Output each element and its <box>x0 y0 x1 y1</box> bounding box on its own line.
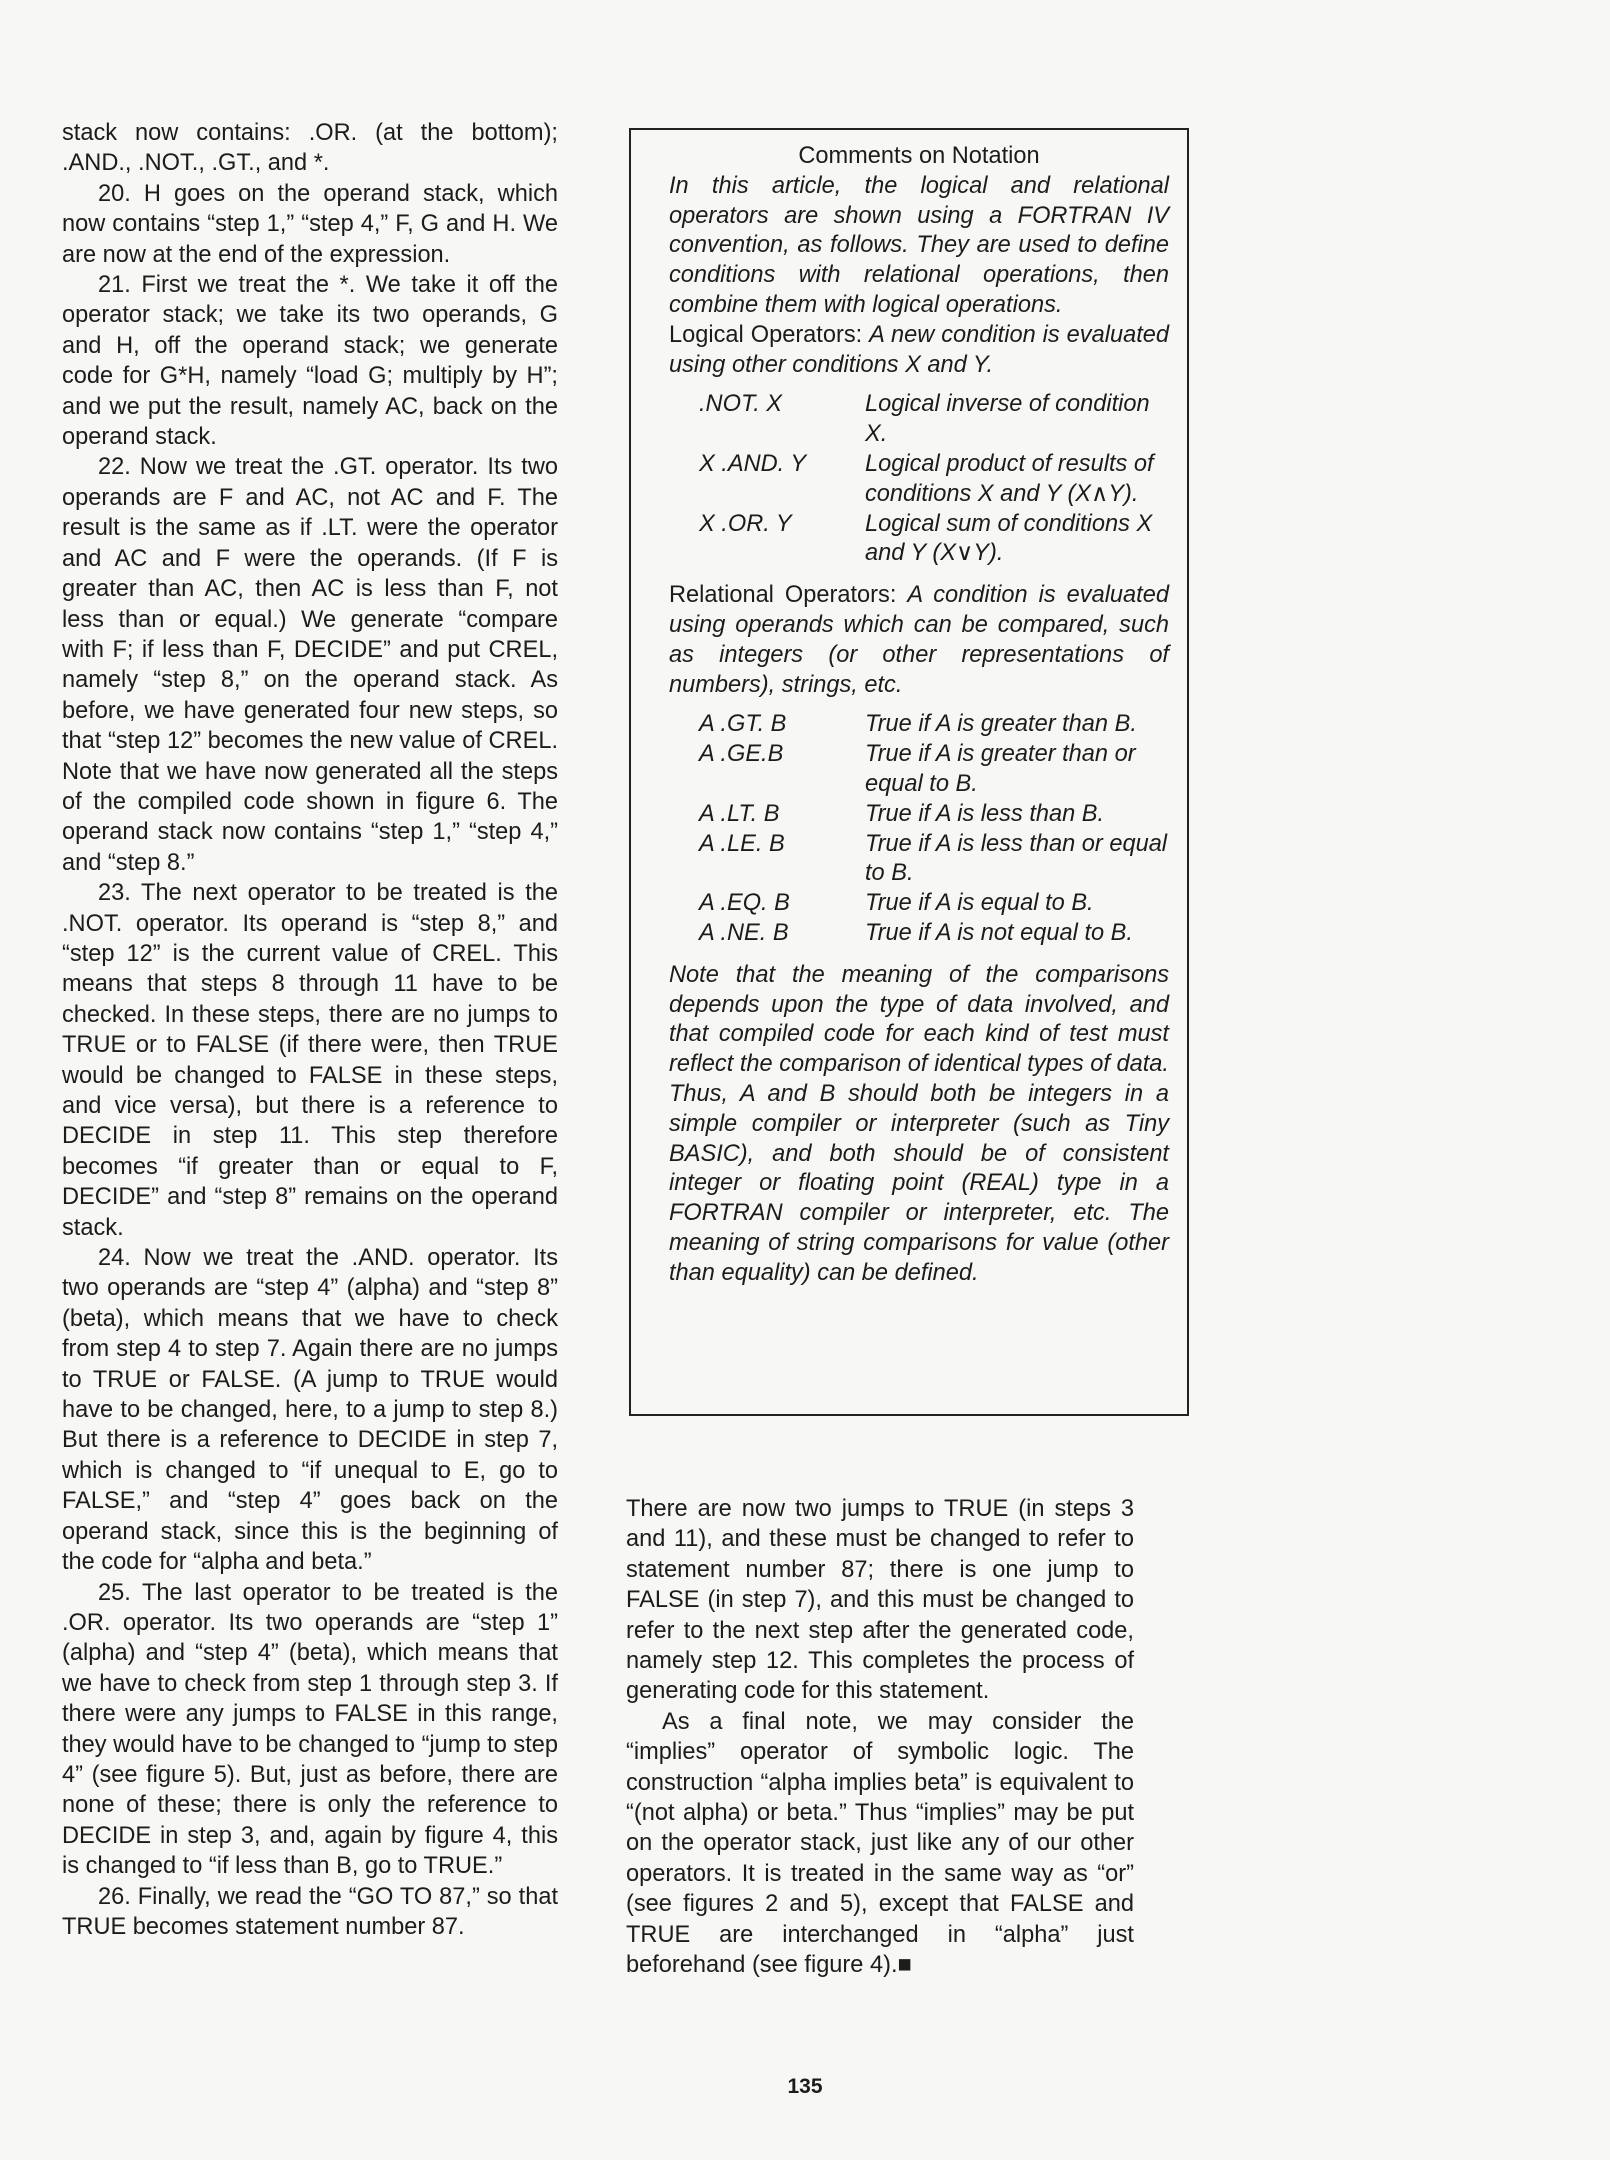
relational-operators-table <box>699 710 1177 948</box>
relational-operators-paragraph <box>669 581 1169 700</box>
description-cell: True if A is less than or equal to B. <box>865 830 1168 887</box>
box-note: Note that the meaning of the comparisons depends upon the type of data involved, and that compiled code for each kind of test must reflect the comparison of identical types of data. Thus, A and B should both be integers in a simple compiler or interpreter (such as Tiny BASIC), and both should be of consistent integer or floating point (REAL) type in a FORTRAN compiler or interpreter, etc. The meaning of string comparisons for value (other than equality) can be defined. <box>669 961 1169 1286</box>
paragraph: 24. Now we treat the .AND. operator. Its two operands are “step 4” (alpha) and “step 8” (beta), which means that we have to check from step 4 to step 7. Again there are no jumps to TRUE or FALSE. (A jump to TRUE would have to be changed, here, to a jump to step 8.) But there is a reference to DECIDE in step 7, which is changed to “if unequal to E, go to FALSE,” and “step 4” goes back on the operand stack, since this is the beginning of the code for “alpha and beta.” <box>62 1245 558 1576</box>
description-cell: True if A is greater than or equal to B. <box>865 741 1136 797</box>
paragraph: There are now two jumps to TRUE (in steps 3 and 11), and these must be changed to refer to statement number 87; there is one jump to FALSE (in step 7), and this must be changed to refer to the next step after the generated code, namely step 12. This completes the process of generating code for this statement. <box>626 1496 1134 1705</box>
table-row <box>699 919 1177 949</box>
table-row <box>699 450 1177 510</box>
operator-cell: A .GT. B <box>699 711 787 738</box>
paragraph: 26. Finally, we read the “GO TO 87,” so that TRUE becomes statement number 87. <box>62 1883 558 1940</box>
operator-cell: A .GE.B <box>699 741 784 768</box>
page-number: 135 <box>787 2075 823 2098</box>
operator-cell: X .AND. Y <box>699 450 807 477</box>
description-cell: Logical sum of conditions X and Y (X∨Y). <box>865 510 1153 567</box>
description-cell: Logical inverse of condition X. <box>865 391 1150 448</box>
operator-cell: A .NE. B <box>699 919 789 946</box>
logical-operators-desc: A new condition is evaluated using other conditions X and Y. <box>669 321 1169 378</box>
description-cell: Logical product of results of conditions X and Y (X∧Y). <box>865 450 1154 507</box>
notation-sidebar-box <box>629 128 1189 1416</box>
operator-cell: A .EQ. B <box>699 890 790 917</box>
table-row <box>699 510 1177 570</box>
paragraph: As a final note, we may consider the “implies” operator of symbolic logic. The construction “alpha implies beta” is equivalent to “(not alpha) or beta.” Thus “implies” may be put on the operator stack, just like any of our other operators. It is treated in the same way as “or” (see figures 2 and 5), except that FALSE and TRUE are interchanged in “alpha” just beforehand (see figure 4).■ <box>626 1708 1134 1979</box>
right-column <box>626 1494 1134 1981</box>
table-row <box>699 740 1177 800</box>
relational-operators-label: Relational Operators: <box>669 582 897 609</box>
description-cell: True if A is less than B. <box>865 800 1105 827</box>
table-row <box>699 710 1177 740</box>
box-intro: In this article, the logical and relational operators are shown using a FORTRAN IV convention, as follows. They are used to define conditions with relational operations, then combine them with logical operations. <box>669 172 1169 318</box>
operator-cell: .NOT. X <box>699 391 783 418</box>
left-column <box>62 118 558 1942</box>
table-row <box>699 830 1177 890</box>
paragraph: 20. H goes on the operand stack, which now contains “step 1,” “step 4,” F, G and H. We are now at the end of the expression. <box>62 180 558 268</box>
relational-operators-desc: A condition is evaluated using operands which can be compared, such as integers (or other representations of numbers), strings, etc. <box>669 582 1169 698</box>
logical-operators-table <box>699 390 1177 569</box>
table-row <box>699 390 1177 450</box>
paragraph: 21. First we treat the *. We take it off the operator stack; we take its two operands, G and H, off the operand stack; we generate code for G*H, namely “load G; multiply by H”; and we put the result, namely AC, back on the operand stack. <box>62 272 558 451</box>
description-cell: True if A is not equal to B. <box>865 919 1133 946</box>
operator-cell: A .LE. B <box>699 830 785 857</box>
operator-cell: A .LT. B <box>699 800 780 827</box>
logical-operators-label: Logical Operators: <box>669 321 863 348</box>
logical-operators-paragraph <box>669 321 1169 381</box>
description-cell: True if A is equal to B. <box>865 890 1094 917</box>
paragraph: 22. Now we treat the .GT. operator. Its two operands are F and AC, not AC and F. The result is the same as if .LT. were the operator and AC and F were the operands. (If F is greater than AC, then AC is less than F, not less than or equal.) We generate “compare with F; if less than F, DECIDE” and put CREL, namely “step 8,” on the operand stack. As before, we have generated four new steps, so that “step 12” becomes the new value of CREL. Note that we have now generated all the steps of the compiled code shown in figure 6. The operand stack now contains “step 1,” “step 4,” and “step 8.” <box>62 454 558 876</box>
description-cell: True if A is greater than B. <box>865 711 1137 738</box>
paragraph: 23. The next operator to be treated is the .NOT. operator. Its operand is “step 8,” and “step 12” is the current value of CREL. This means that steps 8 through 11 have to be checked. In these steps, there are no jumps to TRUE or to FALSE (if there were, then TRUE would be changed to FALSE in these steps, and vice versa), but there is a reference to DECIDE in step 11. This step therefore becomes “if greater than or equal to F, DECIDE” and “step 8” remains on the operand stack. <box>62 880 558 1241</box>
box-title: Comments on Notation <box>798 143 1040 169</box>
paragraph: stack now contains: .OR. (at the bottom); .AND., .NOT., .GT., and *. <box>62 120 558 177</box>
table-row <box>699 889 1177 919</box>
table-row <box>699 800 1177 830</box>
paragraph: 25. The last operator to be treated is the .OR. operator. Its two operands are “step 1” (alpha) and “step 4” (beta), which means that we have to check from step 1 through step 3. If there were any jumps to FALSE in this range, they would have to be changed to “jump to step 4” (see figure 5). But, just as before, there are none of these; there is only the reference to DECIDE in step 3, and, again by figure 4, this is changed to “if less than B, go to TRUE.” <box>62 1579 558 1880</box>
operator-cell: X .OR. Y <box>699 510 792 537</box>
